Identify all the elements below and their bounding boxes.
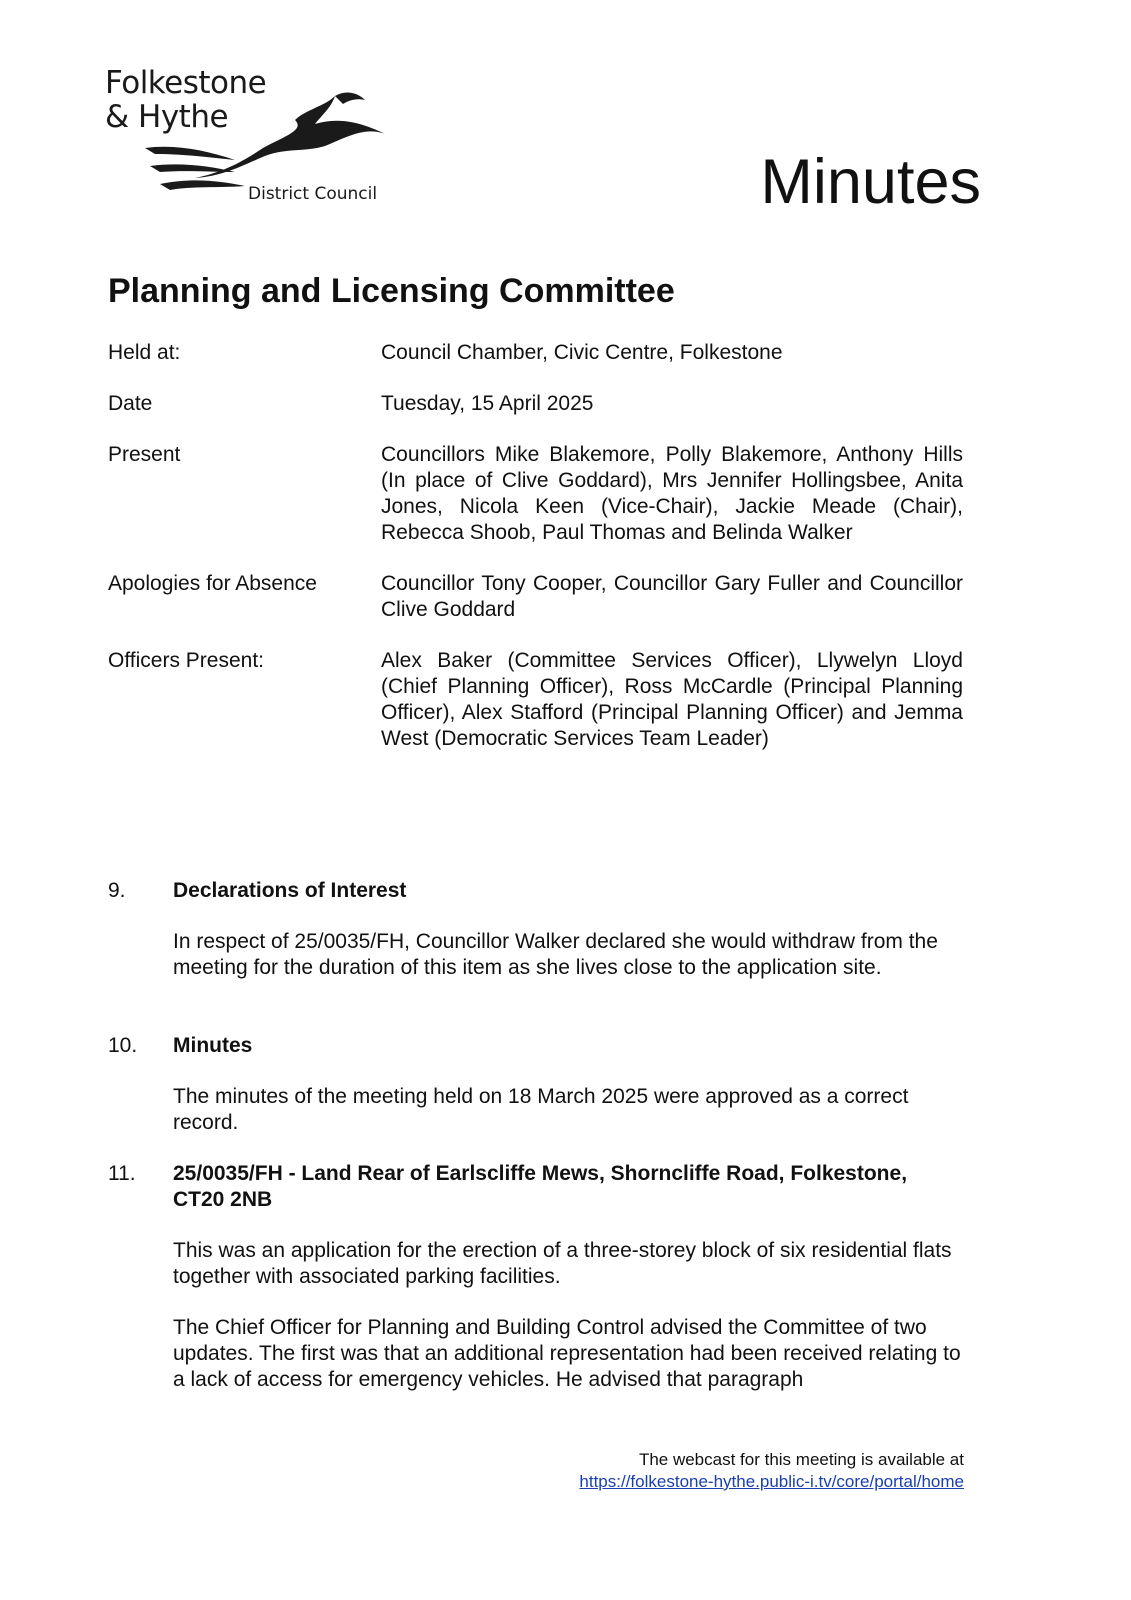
item-number: 10. (108, 1034, 138, 1057)
date-row (108, 391, 963, 417)
item-number: 9. (108, 879, 126, 902)
webcast-text: The webcast for this meeting is available at (638, 1450, 964, 1469)
item-paragraph: This was an application for the erection of a three-storey block of six residential flats together with associated parking facilities. (173, 1239, 952, 1288)
committee-title: Planning and Licensing Committee (108, 272, 675, 310)
council-logo (105, 66, 395, 216)
item-paragraph: The minutes of the meeting held on 18 March 2025 were approved as a correct record. (173, 1085, 909, 1134)
webcast-footer (579, 1449, 964, 1493)
logo-line-1: Folkestone (105, 65, 267, 101)
logo-line-3: District Council (248, 184, 378, 204)
document-type-heading: Minutes (760, 147, 981, 217)
date-label: Date (108, 392, 153, 415)
date-value: Tuesday, 15 April 2025 (381, 392, 594, 415)
apologies-value: Councillor Tony Cooper, Councillor Gary Fuller and Councillor Clive Goddard (381, 572, 963, 621)
present-row (108, 442, 963, 546)
item-number: 11. (108, 1162, 136, 1185)
officers-label: Officers Present: (108, 649, 265, 672)
horse-icon (135, 86, 395, 196)
item-title: Minutes (173, 1034, 253, 1057)
item-title: Declarations of Interest (173, 879, 407, 902)
item-title: 25/0035/FH - Land Rear of Earlscliffe Mews, Shorncliffe Road, Folkestone, CT20 2NB (173, 1162, 908, 1211)
item-paragraph: In respect of 25/0035/FH, Councillor Walker declared she would withdraw from the meeting for the duration of this item as she lives close to the application site. (173, 930, 938, 979)
held-at-label: Held at: (108, 341, 181, 364)
held-at-row (108, 340, 963, 366)
minute-items (108, 878, 963, 1393)
apologies-row (108, 571, 963, 623)
officers-row (108, 648, 963, 752)
minute-item (108, 1033, 963, 1136)
item-paragraph: The Chief Officer for Planning and Building Control advised the Committee of two updates. The first was that an additional representation had been received relating to a lack of access for emergency vehicles. He advised that paragraph (173, 1316, 961, 1391)
webcast-link[interactable]: https://folkestone-hythe.public-i.tv/core/portal/home (579, 1472, 964, 1491)
logo-line-2: & Hythe (105, 99, 229, 135)
present-label: Present (108, 443, 181, 466)
minute-item (108, 878, 963, 981)
meeting-details (108, 340, 963, 777)
present-value: Councillors Mike Blakemore, Polly Blakemore, Anthony Hills (In place of Clive Goddard), Mrs Jennifer Hollingsbee, Anita Jones, Nicola Keen (Vice-Chair), Jackie Meade (Chair), Rebecca Shoob, Paul Thomas and Belinda Walker (381, 443, 963, 544)
held-at-value: Council Chamber, Civic Centre, Folkestone (381, 341, 783, 364)
apologies-label: Apologies for Absence (108, 572, 317, 595)
minute-item (108, 1161, 963, 1393)
officers-value: Alex Baker (Committee Services Officer), Llywelyn Lloyd (Chief Planning Officer), Ross McCardle (Principal Planning Officer), Alex Stafford (Principal Planning Officer) and Jemma West (Democratic Services Team Leader) (381, 649, 963, 750)
